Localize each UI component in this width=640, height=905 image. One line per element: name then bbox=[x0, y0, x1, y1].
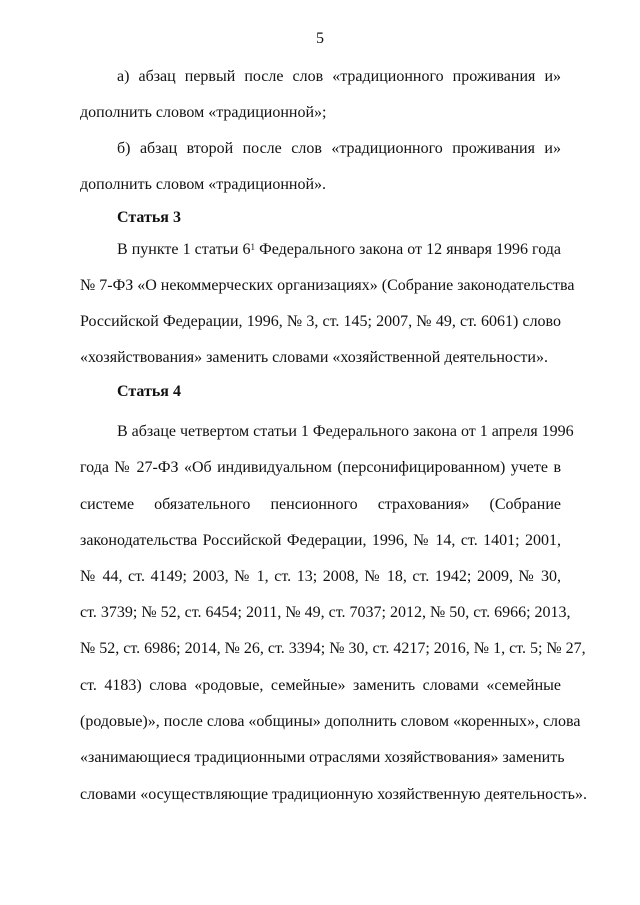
article-3-line-1 bbox=[117, 240, 561, 260]
article-4-line-4: законодательства Российской Федерации, 1996, № 14, ст. 1401; 2001, bbox=[80, 532, 561, 549]
article-4-line-1: В абзаце четвертом статьи 1 Федерального закона от 1 апреля 1996 bbox=[117, 423, 574, 440]
article-3-line-3: Российской Федерации, 1996, № 3, ст. 145; 2007, № 49, ст. 6061) слово bbox=[80, 313, 561, 330]
article-4-line-3: системе обязательного пенсионного страхования» (Собрание bbox=[80, 496, 561, 513]
article-4-line-6: ст. 3739; № 52, ст. 6454; 2011, № 49, ст. 7037; 2012, № 50, ст. 6966; 2013, bbox=[80, 604, 571, 621]
paragraph-a-line-2: дополнить словом «традиционной»; bbox=[80, 104, 327, 121]
article-4-line-8: ст. 4183) слова «родовые, семейные» заменить словами «семейные bbox=[80, 677, 561, 694]
article-3-line-1-pre: В пункте 1 статьи 6 bbox=[117, 241, 251, 258]
article-4-line-7: № 52, ст. 6986; 2014, № 26, ст. 3394; № 30, ст. 4217; 2016, № 1, ст. 5; № 27, bbox=[80, 640, 586, 657]
article-4-line-2: года № 27-ФЗ «Об индивидуальном (персонифицированном) учете в bbox=[80, 459, 561, 476]
article-4-line-10: «занимающиеся традиционными отраслями хозяйствования» заменить bbox=[80, 749, 565, 766]
paragraph-b-line-2: дополнить словом «традиционной». bbox=[80, 176, 327, 193]
article-3-heading: Статья 3 bbox=[117, 209, 181, 226]
article-3-line-4: «хозяйствования» заменить словами «хозяйственной деятельности». bbox=[80, 349, 548, 366]
paragraph-a-line-1: а) абзац первый после слов «традиционного проживания и» bbox=[117, 68, 561, 85]
article-4-line-9: (родовые)», после слова «общины» дополнить словом «коренных», слова bbox=[80, 713, 581, 730]
article-3-line-2: № 7-ФЗ «О некоммерческих организациях» (Собрание законодательства bbox=[80, 277, 575, 294]
article-4-line-5: № 44, ст. 4149; 2003, № 1, ст. 13; 2008, № 18, ст. 1942; 2009, № 30, bbox=[80, 568, 561, 585]
page-number: 5 bbox=[316, 30, 324, 47]
article-4-line-11: словами «осуществляющие традиционную хозяйственную деятельность». bbox=[80, 786, 587, 803]
article-3-line-1-post: Федерального закона от 12 января 1996 года bbox=[255, 241, 561, 258]
article-4-heading: Статья 4 bbox=[117, 383, 181, 400]
article-number-superscript: 1 bbox=[250, 242, 256, 252]
paragraph-b-line-1: б) абзац второй после слов «традиционного проживания и» bbox=[117, 140, 561, 157]
